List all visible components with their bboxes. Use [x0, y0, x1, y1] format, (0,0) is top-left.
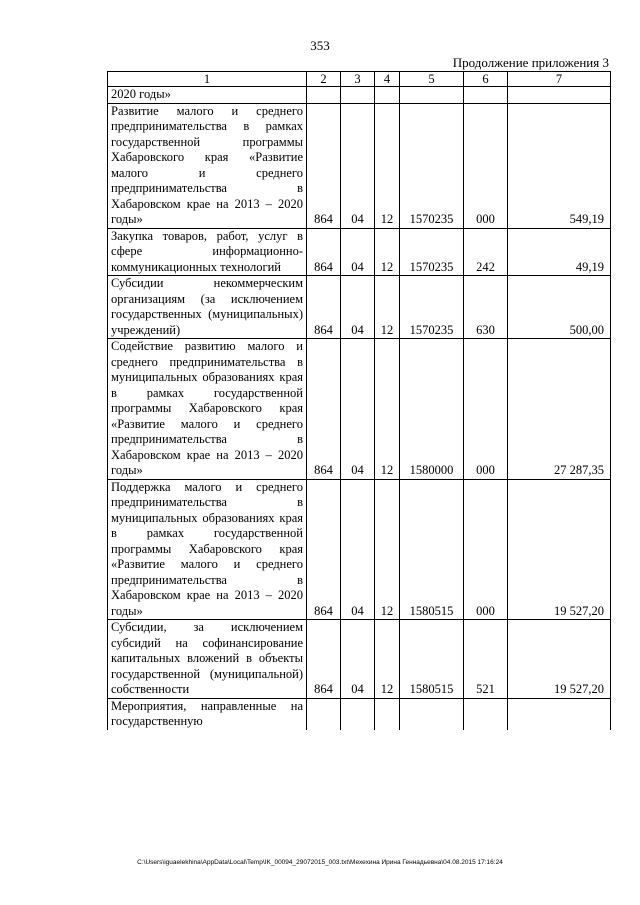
expense-type: 000 [464, 103, 508, 228]
expense-type [464, 698, 508, 730]
section-code: 04 [341, 620, 375, 699]
table-row [108, 276, 611, 339]
subsection-code: 12 [375, 620, 400, 699]
ministry-code: 864 [307, 276, 341, 339]
continuation-label: Продолжение приложения 3 [452, 55, 609, 70]
table-row [108, 698, 611, 730]
subsection-code: 12 [375, 103, 400, 228]
table-row [108, 87, 611, 104]
table-row [108, 103, 611, 228]
section-code [341, 698, 375, 730]
file-path-footer: C:\Users\iguaelekhina\AppData\Local\Temp\IK_00094_29072015_003.txt\Мехехина Ирина Геннадьевна\04.08.2015 17:16:24 [137, 859, 503, 866]
amount: 27 287,35 [508, 339, 611, 480]
target-code: 1570235 [400, 276, 464, 339]
subsection-code: 12 [375, 228, 400, 276]
item-name: Субсидии, за исключением субсидий на софинансирование капитальных вложений в объекты государственной (муниципальной) собственности [108, 620, 307, 699]
target-code [400, 87, 464, 104]
ministry-code [307, 698, 341, 730]
column-header: 4 [375, 72, 400, 87]
page-number: 353 [310, 38, 330, 53]
amount [508, 87, 611, 104]
amount: 19 527,20 [508, 479, 611, 620]
table-row [108, 339, 611, 480]
item-name: Содействие развитию малого и среднего предпринимательства в муниципальных образованиях края в рамках государственной программы Хабаровского края «Развитие малого и среднего предпринимательства в Хабаровском крае на 2013 – 2020 годы» [108, 339, 307, 480]
subsection-code [375, 87, 400, 104]
budget-table [107, 71, 611, 730]
column-header: 7 [508, 72, 611, 87]
subsection-code: 12 [375, 479, 400, 620]
subsection-code [375, 698, 400, 730]
ministry-code: 864 [307, 228, 341, 276]
item-name: Поддержка малого и среднего предпринимательства в муниципальных образованиях края в рамках государственной программы Хабаровского края «Развитие малого и среднего предпринимательства в Хабаровском крае на 2013 – 2020 годы» [108, 479, 307, 620]
section-code: 04 [341, 479, 375, 620]
item-name: 2020 годы» [108, 87, 307, 104]
column-header: 5 [400, 72, 464, 87]
header-row [108, 72, 611, 87]
column-header: 3 [341, 72, 375, 87]
amount: 19 527,20 [508, 620, 611, 699]
expense-type: 242 [464, 228, 508, 276]
column-header: 2 [307, 72, 341, 87]
table-row [108, 620, 611, 699]
expense-type: 000 [464, 339, 508, 480]
section-code [341, 87, 375, 104]
target-code: 1570235 [400, 228, 464, 276]
item-name: Субсидии некоммерческим организациям (за исключением государственных (муниципальных) учреждений) [108, 276, 307, 339]
section-code: 04 [341, 339, 375, 480]
subsection-code: 12 [375, 276, 400, 339]
target-code: 1580515 [400, 479, 464, 620]
ministry-code [307, 87, 341, 104]
table-row [108, 479, 611, 620]
target-code: 1580515 [400, 620, 464, 699]
ministry-code: 864 [307, 479, 341, 620]
section-code: 04 [341, 103, 375, 228]
section-code: 04 [341, 228, 375, 276]
ministry-code: 864 [307, 620, 341, 699]
amount: 49,19 [508, 228, 611, 276]
target-code: 1580000 [400, 339, 464, 480]
ministry-code: 864 [307, 339, 341, 480]
item-name: Мероприятия, направленные на государственную [108, 698, 307, 730]
column-header: 1 [108, 72, 307, 87]
item-name: Закупка товаров, работ, услуг в сфере информационно-коммуникационных технологий [108, 228, 307, 276]
expense-type: 630 [464, 276, 508, 339]
item-name: Развитие малого и среднего предпринимательства в рамках государственной программы Хабаровского края «Развитие малого и среднего предпринимательства в Хабаровском крае на 2013 – 2020 годы» [108, 103, 307, 228]
section-code: 04 [341, 276, 375, 339]
amount: 500,00 [508, 276, 611, 339]
target-code: 1570235 [400, 103, 464, 228]
target-code [400, 698, 464, 730]
amount [508, 698, 611, 730]
ministry-code: 864 [307, 103, 341, 228]
column-header: 6 [464, 72, 508, 87]
amount: 549,19 [508, 103, 611, 228]
expense-type: 521 [464, 620, 508, 699]
expense-type [464, 87, 508, 104]
expense-type: 000 [464, 479, 508, 620]
subsection-code: 12 [375, 339, 400, 480]
table-row [108, 228, 611, 276]
